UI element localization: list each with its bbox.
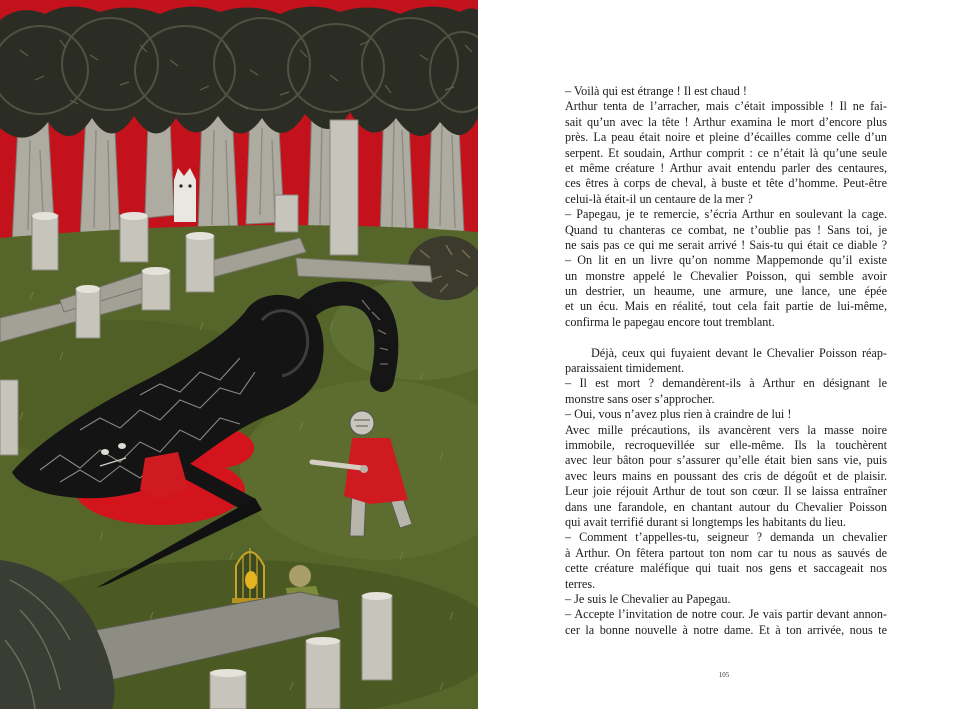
stump-top (32, 212, 58, 220)
text-line: paraissaient timidement. (565, 361, 685, 376)
tree-stump (362, 595, 392, 680)
stump-top (76, 285, 100, 293)
text-line: et un écu. Mais en réalité, tout cela fait partie de lui-même, (565, 299, 887, 314)
text-line: confirma le papegau encore tout tremblant. (565, 314, 775, 329)
white-animal (174, 168, 196, 222)
text-line: à Arthur. On fêtera partout ton nom car tu nous as sauvés de (565, 545, 887, 560)
page-text (565, 84, 887, 638)
text-line: immobile, recroquevillée sur elle-même. Ils la touchèrent (565, 437, 887, 452)
text-line: ne sais pas ce qui me serait arrivé ! Sais-tu qui était ce diable ? (565, 237, 887, 252)
text-line: – Papegau, je te remercie, s’écria Arthur en soulevant la cage. (565, 207, 887, 222)
stump-top (362, 592, 392, 600)
text-line: – Il est mort ? demandèrent-ils à Arthur en désignant le (565, 376, 887, 391)
text-line-indented: Déjà, ceux qui fuyaient devant le Chevalier Poisson réap- (591, 345, 887, 360)
tree-stump (120, 215, 148, 262)
text-line: – Je suis le Chevalier au Papegau. (565, 591, 731, 606)
text-line: cer la bonne nouvelle à notre dame. Et à ton arrivée, nous te (565, 622, 887, 637)
text-line: – Voilà qui est étrange ! Il est chaud ! (565, 84, 747, 98)
text-line: serpent. Et soudain, Arthur comprit : ce n’était là qu’une seule (565, 145, 887, 160)
text-line: un destrier, un heaume, une armure, une lance, une épée (565, 284, 887, 299)
tree-stump (142, 270, 170, 310)
stump-top (142, 267, 170, 275)
text-line: sait qu’un avec la tête ! Arthur examina le mort d’encore plus (565, 114, 887, 129)
parrot (245, 571, 257, 589)
text-line: près. La peau était noire et pleine d’écailles comme celle d’un (565, 130, 887, 145)
knight-helmet (350, 411, 374, 435)
stump-top (210, 669, 246, 677)
text-line: Arthur tenta de l’arracher, mais c’était impossible ! Il ne fai- (565, 99, 887, 114)
text-line: – Accepte l’invitation de notre cour. Je vais partir devant annon- (565, 607, 887, 622)
stump-top (186, 232, 214, 240)
animal-eye (188, 184, 191, 187)
tree-stump (186, 235, 214, 292)
text-line: monstre sans oser s’approcher. (565, 391, 715, 406)
page-number: 105 (718, 671, 730, 679)
tree-trunk (145, 120, 174, 218)
tree-stump (306, 640, 340, 709)
tree-stump (0, 380, 18, 455)
text-line: terres. (565, 576, 596, 591)
tree-stump (76, 288, 100, 338)
text-line: ces êtres à corps de cheval, à buste et tête d’homme. Peut-être (565, 176, 887, 191)
text-line: cette créature maléfique qui tuait nos gens et saccageait nos (565, 561, 887, 576)
white-animal-body (174, 168, 196, 222)
text-line: – Oui, vous n’avez plus rien à craindre de lui ! (565, 407, 792, 422)
villager-head (289, 565, 311, 587)
animal-eye (179, 184, 182, 187)
stump-top (120, 212, 148, 220)
text-line: dans une farandole, en chantant autour du Chevalier Poisson (565, 499, 887, 514)
text-line: et même créature ! Arthur avait entendu parler des centaures, (565, 160, 887, 175)
tree-stump (32, 215, 58, 270)
knight-hand (360, 465, 368, 473)
tree-stump (330, 120, 358, 255)
text-line: avec leurs mains en poussant des cris de dégoût et de plaisir. (565, 468, 887, 483)
text-line: Leur joie réjouit Arthur de tout son cœur. Il se laissa entraîner (565, 484, 887, 499)
stump-top (306, 637, 340, 645)
paragraph-gap (565, 330, 887, 345)
forest-canopy (0, 6, 478, 137)
text-line: Quand tu chanteras ce combat, ne t’oublie pas ! Sans toi, je (565, 222, 887, 237)
text-line: – On lit en un livre qu’on nomme Mappemonde qu’il existe (565, 253, 887, 268)
text-line: qui avait terrifié durant si longtemps les habitants du lieu. (565, 514, 846, 529)
text-line: avec leur bâton pour s’assurer qu’elle était bien sans vie, puis (565, 453, 887, 468)
text-line: – Comment t’appelles-tu, seigneur ? demanda un chevalier (565, 530, 887, 545)
text-line: Avec mille précautions, ils avancèrent vers la masse noire (565, 422, 887, 437)
text-line: celui-là était-il un centaure de la mer ? (565, 191, 753, 206)
tree-stump (210, 672, 246, 709)
creature-eye (118, 443, 126, 449)
creature-eye (101, 449, 109, 455)
tree-stump (275, 195, 298, 232)
text-line: un monstre appelé le Chevalier Poisson, qui semble avoir (565, 268, 887, 283)
